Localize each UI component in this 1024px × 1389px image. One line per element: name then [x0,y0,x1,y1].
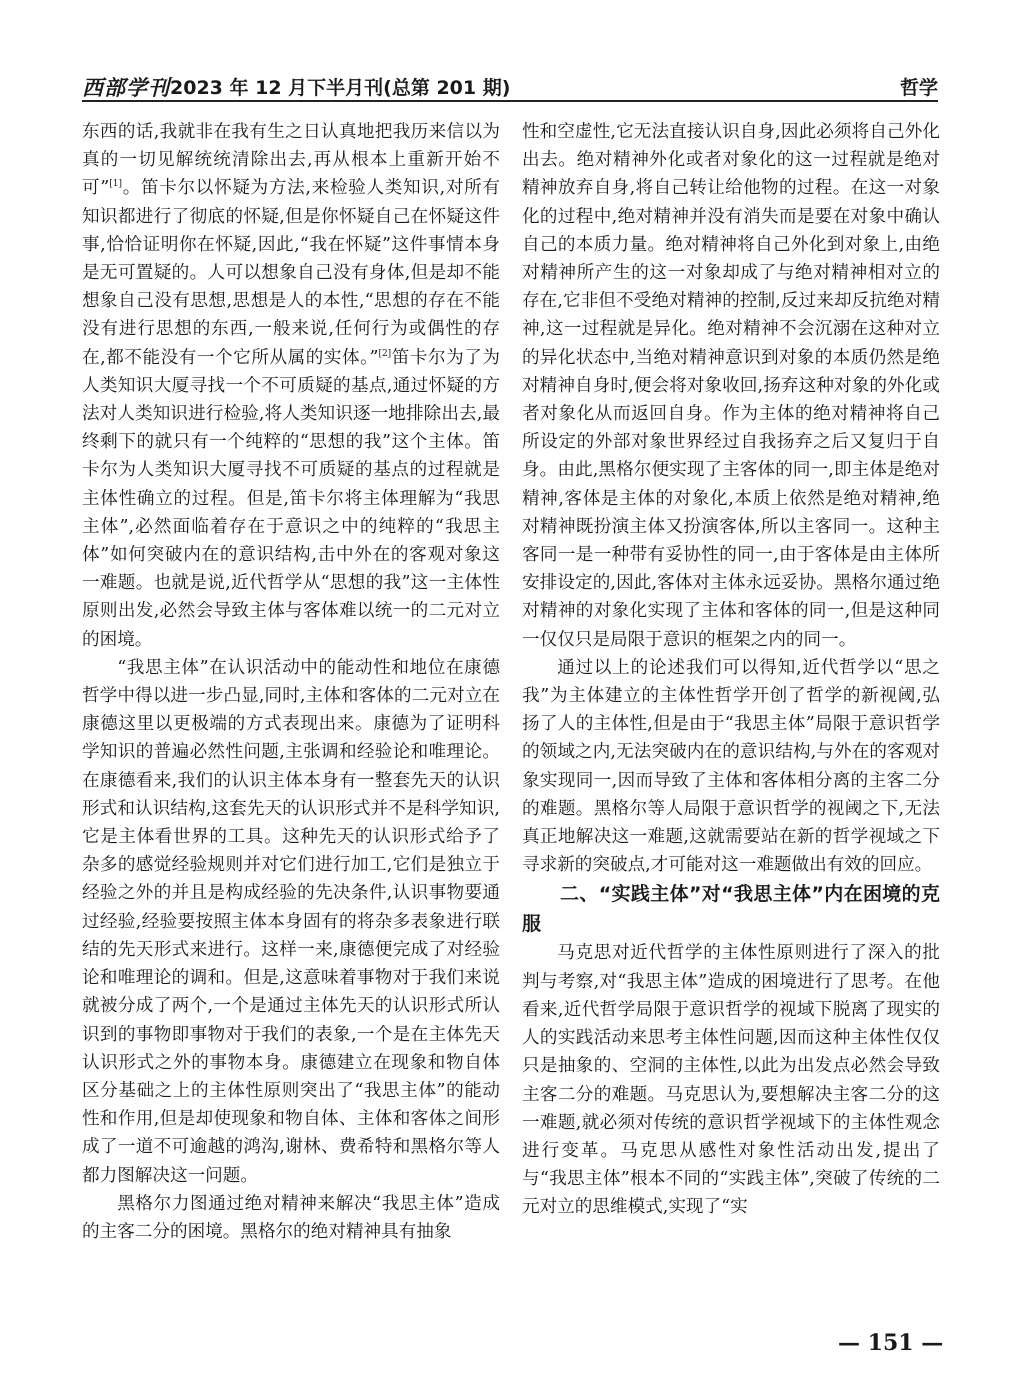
right-column [522,118,940,1222]
citation-ref: [2] [378,348,392,359]
paragraph: “我思主体”在认识活动中的能动性和地位在康德哲学中得以进一步凸显,同时,主体和客体的二元对立在康德这里以更极端的方式表现出来。康德为了证明科学知识的普遍必然性问题,主张调和经验论和唯理论。在康德看来,我们的认识主体本身有一整套先天的认识形式和认识结构,这套先天的认识形式并不是科学知识,它是主体看世界的工具。这种先天的认识形式给予了杂多的感觉经验规则并对它们进行加工,它们是独立于经验之外的并且是构成经验的先决条件,认识事物要通过经验,经验要按照主体本身固有的将杂多表象进行联结的先天形式来进行。这样一来,康德便完成了对经验论和唯理论的调和。但是,这意味着事物对于我们来说就被分成了两个,一个是通过主体先天的认识形式所认识到的事物即事物对于我们的表象,一个是在主体先天认识形式之外的事物本身。康德建立在现象和物自体区分基础之上的主体性原则突出了“我思主体”的能动性和作用,但是却使现象和物自体、主体和客体之间形成了一道不可逾越的鸿沟,谢林、费希特和黑格尔等人都力图解决这一问题。 [82,657,500,1186]
paragraph: 性和空虚性,它无法直接认识自身,因此必须将自己外化出去。绝对精神外化或者对象化的这一过程就是绝对精神放弃自身,将自己转让给他物的过程。在这一对象化的过程中,绝对精神并没有消失而是要在对象中确认自己的本质力量。绝对精神将自己外化到对象上,由绝对精神所产生的这一对象却成了与绝对精神相对立的存在,它非但不受绝对精神的控制,反过来却反抗绝对精神,这一过程就是异化。绝对精神不会沉溺在这种对立的异化状态中,当绝对精神意识到对象的本质仍然是绝对精神自身时,便会将对象收回,扬弃这种对象的外化或者对象化从而返回自身。作为主体的绝对精神将自己所设定的外部对象世界经过自我扬弃之后又复归于自身。由此,黑格尔便实现了主客体的同一,即主体是绝对精神,客体是主体的对象化,本质上依然是绝对精神,绝对精神既扮演主体又扮演客体,所以主客同一。这种主客同一是一种带有妥协性的同一,由于客体是由主体所安排设定的,因此,客体对主体永远妥协。黑格尔通过绝对精神的对象化实现了主体和客体的同一,但是这种同一仅仅只是局限于意识的框架之内的同一。 [522,122,940,650]
section-name: 哲学 [899,77,938,99]
paragraph-text: 。笛卡尔以怀疑为方法,来检验人类知识,对所有知识都进行了彻底的怀疑,但是你怀疑自己在怀疑这件事,恰恰证明你在怀疑,因此,“我在怀疑”这件事情本身是无可置疑的。人可以想象自己没有身体,但是却不能想象自己没有思想,思想是人的本性,“思想的存在不能没有进行思想的东西,一般来说,任何行为或偶性的存在,都不能没有一个它所从属的实体。” [82,178,501,368]
left-column [82,118,500,1246]
paragraph-text: 东西的话,我就非在我有生之日认真地把我历来信以为真的一切见解统统清除出去,再从根本上重新开始不可” [82,122,500,199]
page-number: — 151 — [838,1330,944,1356]
journal-logo: 西部学刊 [82,75,170,100]
page-header [82,70,938,102]
section-heading: 二、“实践主体”对“我思主体”内在困境的克服 [522,883,940,936]
paragraph: 通过以上的论述我们可以得知,近代哲学以“思之我”为主体建立的主体性哲学开创了哲学的新视阈,弘扬了人的主体性,但是由于“我思主体”局限于意识哲学的领域之内,无法突破内在的意识结构,与外在的客观对象实现同一,因而导致了主体和客体相分离的主客二分的难题。黑格尔等人局限于意识哲学的视阈之下,无法真正地解决这一难题,这就需要站在新的哲学视域之下寻求新的突破点,才可能对这一难题做出有效的回应。 [522,657,940,876]
paragraph-text: 笛卡尔为了为人类知识大厦寻找一个不可质疑的基点,通过怀疑的方法对人类知识进行检验,将人类知识逐一地排除出去,最终剩下的就只有一个纯粹的“思想的我”这个主体。笛卡尔为人类知识大厦寻找不可质疑的基点的过程就是主体性确立的过程。但是,笛卡尔将主体理解为“我思主体”,必然面临着存在于意识之中的纯粹的“我思主体”如何突破内在的意识结构,击中外在的客观对象这一难题。也就是说,近代哲学从“思想的我”这一主体性原则出发,必然会导致主体与客体难以统一的二元对立的困境。 [82,347,500,650]
paragraph [82,118,500,654]
citation-ref: [1] [109,179,123,190]
issue-info: 2023 年 12 月下半月刊(总第 201 期) [170,77,511,99]
paragraph: 黑格尔力图通过绝对精神来解决“我思主体”造成的主客二分的困境。黑格尔的绝对精神具有抽象 [82,1193,500,1242]
paragraph: 马克思对近代哲学的主体性原则进行了深入的批判与考察,对“我思主体”造成的困境进行了思考。在他看来,近代哲学局限于意识哲学的视域下脱离了现实的人的实践活动来思考主体性问题,因而这种主体性仅仅只是抽象的、空洞的主体性,以此为出发点必然会导致主客二分的难题。马克思认为,要想解决主客二分的这一难题,就必须对传统的意识哲学视域下的主体性观念进行变革。马克思从感性对象性活动出发,提出了与“我思主体”根本不同的“实践主体”,突破了传统的二元对立的思维模式,实现了“实 [522,943,940,1218]
